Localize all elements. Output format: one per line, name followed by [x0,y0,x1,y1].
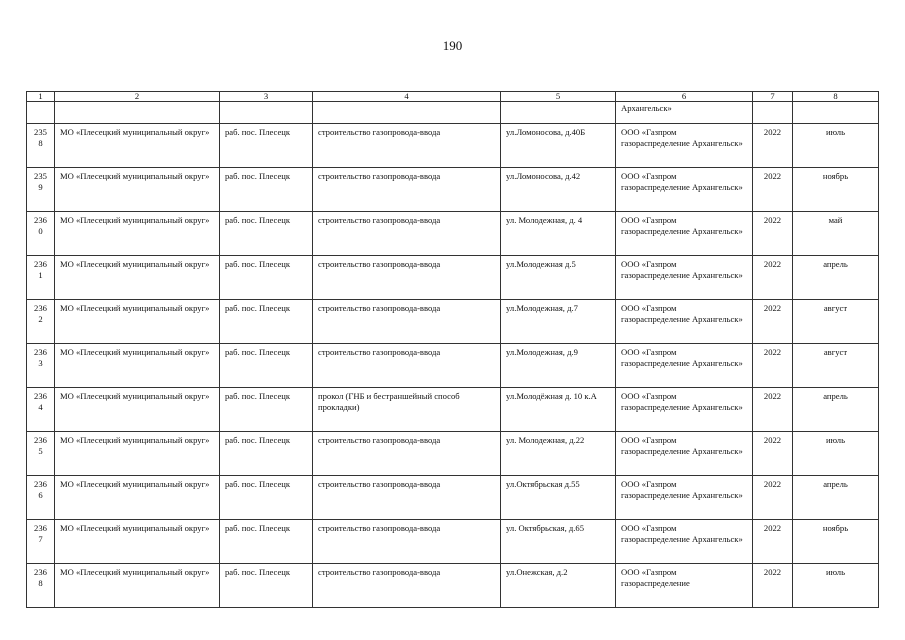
address-cell: ул.Молодёжная д. 10 к.А [501,388,616,432]
table-row [27,124,879,168]
month-cell: август [793,344,879,388]
row-number-cell: 2366 [27,476,55,520]
month-cell: июль [793,432,879,476]
year-cell: 2022 [753,520,793,564]
organization-cell: ООО «Газпром газораспределение Архангельск» [616,344,753,388]
table-cell: Архангельск» [616,102,753,124]
row-number-cell: 2362 [27,300,55,344]
organization-cell: ООО «Газпром газораспределение Архангельск» [616,476,753,520]
row-number-cell: 2364 [27,388,55,432]
settlement-cell: раб. пос. Плесецк [220,344,313,388]
year-cell: 2022 [753,212,793,256]
work-type-cell: строительство газопровода-ввода [313,432,501,476]
column-header: 7 [753,92,793,102]
row-number-cell: 2358 [27,124,55,168]
year-cell: 2022 [753,564,793,608]
organization-cell: ООО «Газпром газораспределение Архангельск» [616,300,753,344]
work-type-cell: строительство газопровода-ввода [313,124,501,168]
settlement-cell: раб. пос. Плесецк [220,168,313,212]
table-cell [793,102,879,124]
year-cell: 2022 [753,432,793,476]
month-cell: ноябрь [793,520,879,564]
table-row [27,168,879,212]
settlement-cell: раб. пос. Плесецк [220,124,313,168]
work-type-cell: строительство газопровода-ввода [313,212,501,256]
address-cell: ул. Молодежная, д.22 [501,432,616,476]
year-cell: 2022 [753,300,793,344]
continued-row [27,102,879,124]
organization-cell: ООО «Газпром газораспределение Архангельск» [616,432,753,476]
row-number-cell: 2360 [27,212,55,256]
address-cell: ул.Октябрьская д.55 [501,476,616,520]
settlement-cell: раб. пос. Плесецк [220,564,313,608]
table-cell [501,102,616,124]
municipality-cell: МО «Плесецкий муниципальный округ» [55,476,220,520]
table-row [27,300,879,344]
row-number-cell: 2363 [27,344,55,388]
column-header: 2 [55,92,220,102]
table-row [27,344,879,388]
month-cell: ноябрь [793,168,879,212]
column-header: 6 [616,92,753,102]
row-number-cell: 2365 [27,432,55,476]
page-number: 190 [442,38,463,53]
address-cell: ул.Ломоносова, д.40Б [501,124,616,168]
month-cell: апрель [793,476,879,520]
column-header: 8 [793,92,879,102]
month-cell: апрель [793,388,879,432]
municipality-cell: МО «Плесецкий муниципальный округ» [55,520,220,564]
register-table [26,91,879,608]
table-cell [753,102,793,124]
month-cell: апрель [793,256,879,300]
work-type-cell: строительство газопровода-ввода [313,344,501,388]
column-header: 3 [220,92,313,102]
organization-cell: ООО «Газпром газораспределение Архангельск» [616,212,753,256]
year-cell: 2022 [753,168,793,212]
work-type-cell: строительство газопровода-ввода [313,168,501,212]
year-cell: 2022 [753,124,793,168]
table-row [27,212,879,256]
work-type-cell: строительство газопровода-ввода [313,300,501,344]
organization-cell: ООО «Газпром газораспределение Архангельск» [616,256,753,300]
municipality-cell: МО «Плесецкий муниципальный округ» [55,300,220,344]
table-row [27,432,879,476]
municipality-cell: МО «Плесецкий муниципальный округ» [55,344,220,388]
month-cell: июль [793,124,879,168]
settlement-cell: раб. пос. Плесецк [220,520,313,564]
table-row [27,388,879,432]
work-type-cell: прокол (ГНБ и бестраншейный способ прокладки) [313,388,501,432]
organization-cell: ООО «Газпром газораспределение Архангельск» [616,388,753,432]
work-type-cell: строительство газопровода-ввода [313,520,501,564]
row-number-cell: 2359 [27,168,55,212]
municipality-cell: МО «Плесецкий муниципальный округ» [55,212,220,256]
year-cell: 2022 [753,256,793,300]
table-cell [220,102,313,124]
address-cell: ул. Октябрьская, д.65 [501,520,616,564]
table-cell [313,102,501,124]
address-cell: ул. Молодежная, д. 4 [501,212,616,256]
work-type-cell: строительство газопровода-ввода [313,256,501,300]
address-cell: ул.Молодежная, д.9 [501,344,616,388]
organization-cell: ООО «Газпром газораспределение Архангельск» [616,124,753,168]
settlement-cell: раб. пос. Плесецк [220,256,313,300]
month-cell: август [793,300,879,344]
municipality-cell: МО «Плесецкий муниципальный округ» [55,432,220,476]
address-cell: ул.Ломоносова, д.42 [501,168,616,212]
work-type-cell: строительство газопровода-ввода [313,476,501,520]
organization-cell: ООО «Газпром газораспределение Архангельск» [616,168,753,212]
column-header: 4 [313,92,501,102]
table-row [27,564,879,608]
column-header: 1 [27,92,55,102]
address-cell: ул.Молодежная, д.7 [501,300,616,344]
settlement-cell: раб. пос. Плесецк [220,432,313,476]
row-number-cell: 2361 [27,256,55,300]
municipality-cell: МО «Плесецкий муниципальный округ» [55,388,220,432]
work-type-cell: строительство газопровода-ввода [313,564,501,608]
year-cell: 2022 [753,388,793,432]
settlement-cell: раб. пос. Плесецк [220,212,313,256]
month-cell: май [793,212,879,256]
organization-cell: ООО «Газпром газораспределение [616,564,753,608]
column-header: 5 [501,92,616,102]
address-cell: ул.Молодежная д.5 [501,256,616,300]
month-cell: июль [793,564,879,608]
table-row [27,520,879,564]
settlement-cell: раб. пос. Плесецк [220,388,313,432]
municipality-cell: МО «Плесецкий муниципальный округ» [55,256,220,300]
municipality-cell: МО «Плесецкий муниципальный округ» [55,564,220,608]
municipality-cell: МО «Плесецкий муниципальный округ» [55,124,220,168]
municipality-cell: МО «Плесецкий муниципальный округ» [55,168,220,212]
table-row [27,256,879,300]
organization-cell: ООО «Газпром газораспределение Архангельск» [616,520,753,564]
row-number-cell: 2367 [27,520,55,564]
column-number-row [27,92,879,102]
table-cell [27,102,55,124]
year-cell: 2022 [753,344,793,388]
settlement-cell: раб. пос. Плесецк [220,300,313,344]
row-number-cell: 2368 [27,564,55,608]
table-row [27,476,879,520]
table-cell [55,102,220,124]
address-cell: ул.Онежская, д.2 [501,564,616,608]
settlement-cell: раб. пос. Плесецк [220,476,313,520]
year-cell: 2022 [753,476,793,520]
